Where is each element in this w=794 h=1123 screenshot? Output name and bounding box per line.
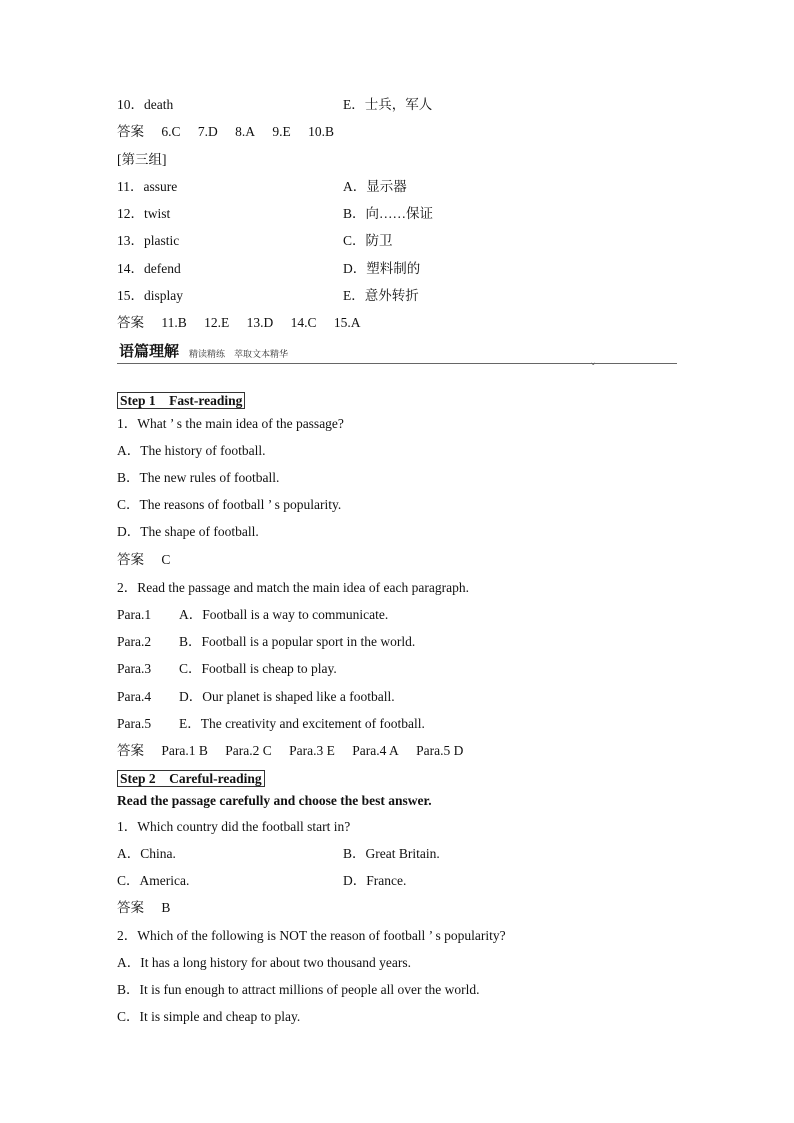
answer-value: 11.B — [161, 315, 187, 330]
para-idea: A．Football is a way to communicate. — [179, 607, 389, 622]
answer-value: Para.3 E — [289, 743, 335, 758]
meaning-item-e: E．意外转折 — [343, 288, 419, 303]
step1-q1-option-a: A．The history of football. — [117, 443, 266, 458]
match-row — [117, 715, 425, 733]
answer-value: 13.D — [246, 315, 274, 330]
meaning-item-d: D．塑料制的 — [343, 261, 421, 276]
answer-label: 答案 — [117, 900, 144, 915]
step2-heading: Step 2 Careful-reading — [117, 770, 265, 788]
step2-q1-option-c: C．America. — [117, 873, 190, 888]
group3-heading: [第三组] — [117, 152, 167, 167]
answer-value: 10.B — [308, 124, 335, 139]
answer-value: B — [161, 900, 171, 915]
answer-label: 答案 — [117, 743, 144, 758]
step2-q2-option-a: A．It has a long history for about two thousand years. — [117, 955, 411, 970]
para-label: Para.4 — [117, 689, 152, 704]
answer-value: C — [161, 552, 171, 567]
answer-line-group2 — [117, 123, 348, 141]
step2-q2-question: 2．Which of the following is NOT the reason of football ’ s popularity? — [117, 928, 506, 943]
answer-value: 14.C — [290, 315, 317, 330]
step1-q1-question: 1．What ’ s the main idea of the passage? — [117, 416, 344, 431]
answer-value: Para.1 B — [161, 743, 208, 758]
step1-q2-answer — [117, 742, 477, 760]
meaning-item-e: E．士兵，军人 — [343, 97, 433, 112]
section-subtitle: 精读精练 萃取文本精华 — [189, 350, 289, 360]
answer-label: 答案 — [117, 124, 144, 139]
answer-line-group3 — [117, 314, 375, 332]
para-idea: D．Our planet is shaped like a football. — [179, 689, 395, 704]
step1-q1-option-c: C．The reasons of football ’ s popularity. — [117, 497, 342, 512]
answer-value: Para.4 A — [352, 743, 399, 758]
answer-value: Para.2 C — [225, 743, 272, 758]
word-item-11: 11．assure — [117, 179, 178, 194]
para-idea: E．The creativity and excitement of football. — [179, 716, 425, 731]
step2-q2-option-c: C．It is simple and cheap to play. — [117, 1009, 301, 1024]
match-row — [117, 688, 395, 706]
section-title: 语篇理解 — [119, 342, 180, 360]
step2-q1-option-d: D．France. — [343, 873, 407, 888]
step2-q2-option-b: B．It is fun enough to attract millions of people all over the world. — [117, 982, 480, 997]
step1-heading: Step 1 Fast-reading — [117, 392, 245, 410]
answer-value: Para.5 D — [416, 743, 464, 758]
word-item-13: 13．plastic — [117, 233, 180, 248]
step1-q1-answer — [117, 551, 184, 569]
step2-q1-option-a: A．China. — [117, 846, 176, 861]
para-idea: B．Football is a popular sport in the world. — [179, 634, 416, 649]
step2-q1-answer — [117, 899, 184, 917]
para-label: Para.3 — [117, 661, 152, 676]
word-item-10: 10．death — [117, 97, 174, 112]
meaning-item-b: B．向……保证 — [343, 206, 434, 221]
step1-q1-option-d: D．The shape of football. — [117, 524, 259, 539]
answer-value: 8.A — [235, 124, 256, 139]
answer-value: 6.C — [161, 124, 181, 139]
step1-q2-question: 2．Read the passage and match the main idea of each paragraph. — [117, 580, 469, 595]
para-label: Para.1 — [117, 607, 152, 622]
meaning-item-a: A．显示器 — [343, 179, 407, 194]
divider-notch-icon: ⌄ — [589, 357, 598, 368]
step2-q1-question: 1．Which country did the football start in? — [117, 819, 351, 834]
step2-instruction: Read the passage carefully and choose the best answer. — [117, 793, 432, 808]
match-row — [117, 633, 415, 651]
word-item-12: 12．twist — [117, 206, 171, 221]
meaning-item-c: C．防卫 — [343, 233, 393, 248]
para-label: Para.5 — [117, 716, 152, 731]
match-row — [117, 606, 388, 624]
section-header — [117, 340, 677, 368]
answer-label: 答案 — [117, 552, 144, 567]
answer-label: 答案 — [117, 315, 144, 330]
step2-q1-option-b: B．Great Britain. — [343, 846, 440, 861]
word-item-15: 15．display — [117, 288, 183, 303]
answer-value: 9.E — [272, 124, 291, 139]
para-idea: C．Football is cheap to play. — [179, 661, 337, 676]
answer-value: 12.E — [204, 315, 230, 330]
match-row — [117, 660, 337, 678]
answer-value: 15.A — [333, 315, 361, 330]
answer-value: 7.D — [197, 124, 218, 139]
word-item-14: 14．defend — [117, 261, 181, 276]
para-label: Para.2 — [117, 634, 152, 649]
step1-q1-option-b: B．The new rules of football. — [117, 470, 280, 485]
